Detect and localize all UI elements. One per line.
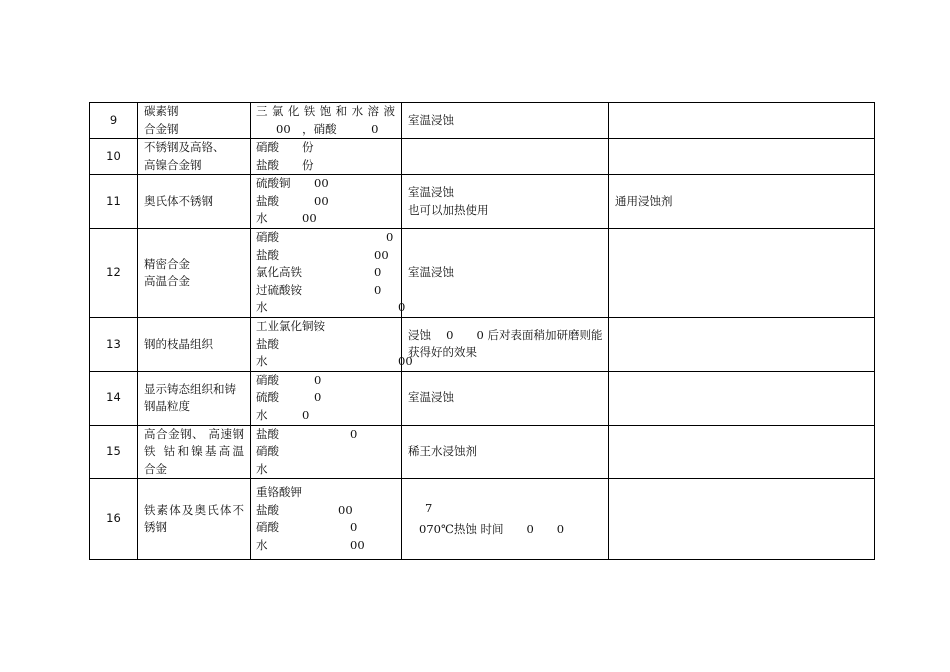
reagent-name: 硝酸 — [256, 372, 279, 387]
table-row — [90, 175, 875, 229]
reagent-amount: 0 — [398, 300, 406, 315]
condition-line: 室温浸蚀 — [408, 390, 454, 405]
condition-line: 稀王水浸蚀剂 — [408, 444, 477, 458]
reagent-name: 重铬酸钾 — [256, 485, 302, 499]
reagent-name: 水 — [256, 300, 268, 315]
condition-cell — [402, 425, 609, 479]
reagent-line — [256, 229, 401, 247]
reagent-amount: 0 — [374, 265, 382, 280]
table-row — [90, 479, 875, 560]
row-number: 15 — [90, 425, 138, 479]
material-line: 精密合金 — [144, 256, 190, 271]
reagent-cell — [251, 103, 402, 139]
reagent-line — [256, 210, 401, 228]
remark-cell — [609, 139, 875, 175]
condition-cell — [402, 139, 609, 175]
material-cell — [138, 371, 251, 425]
reagent-cell — [251, 229, 406, 318]
remark-cell — [609, 229, 875, 318]
remark-cell: 通用浸蚀剂 — [609, 175, 875, 229]
reagent-line — [256, 443, 401, 461]
reagent-amount: 0 — [314, 390, 322, 405]
table-row — [90, 425, 875, 479]
reagent-name: 盐酸 — [256, 426, 279, 441]
condition-cell — [402, 371, 609, 425]
reagent-line — [256, 299, 406, 317]
reagent-name: 过硫酸铵 — [256, 282, 302, 297]
reagent-name: 水 — [256, 354, 268, 368]
reagent-amount: 00 — [374, 247, 389, 262]
reagent-name: 硫酸 — [256, 390, 279, 405]
reagent-amount: 0 — [374, 282, 382, 297]
material-line: 高镍合金钢 — [144, 157, 202, 172]
reagent-amount: 0 — [350, 426, 358, 441]
reagent-amount: 00 — [302, 211, 317, 226]
reagent-name: 水 — [256, 211, 268, 226]
reagent-line — [256, 336, 401, 354]
condition-line: 浸蚀 0 0 后对表面稍加研磨则能 — [408, 327, 603, 342]
row-number: 11 — [90, 175, 138, 229]
reagent-name: 水 — [256, 407, 268, 422]
reagent-line — [256, 519, 401, 537]
material-line: 显示铸态组织和铸 — [144, 381, 236, 396]
reagent-cell — [251, 479, 402, 560]
row-number: 14 — [90, 371, 138, 425]
condition-line: 获得好的效果 — [408, 345, 477, 360]
reagent-cell — [251, 425, 402, 479]
material-cell — [138, 175, 251, 229]
reagent-name: 硝酸 — [256, 520, 279, 534]
reagent-name: 硝酸 — [256, 140, 279, 154]
condition-cell — [402, 229, 609, 318]
reagent-amount: 份 — [302, 157, 314, 172]
table-row — [90, 103, 875, 139]
reagent-line — [256, 407, 401, 425]
reagent-amount: 0 — [386, 230, 394, 245]
condition-line: 室温浸蚀 — [408, 112, 454, 127]
reagent-line — [256, 372, 401, 390]
reagent-amount: 00 — [314, 193, 329, 208]
table-row — [90, 139, 875, 175]
material-line: 钢晶粒度 — [144, 399, 190, 413]
reagent-line — [256, 426, 401, 444]
material-line: 合金钢 — [144, 121, 179, 136]
condition-cell — [402, 175, 609, 229]
reagent-cell — [251, 175, 402, 229]
table-row — [90, 229, 875, 318]
reagent-name: 氯化高铁 — [256, 265, 302, 280]
material-cell — [138, 425, 251, 479]
reagent-line — [256, 461, 401, 479]
reagent-line — [256, 175, 401, 193]
reagent-line — [256, 193, 401, 211]
reagent-name: 工业氯化铜铵 — [256, 319, 325, 333]
material-line: 铁 钴和镍基高温 — [144, 444, 244, 458]
remark-cell — [609, 318, 875, 372]
reagent-name: 水 — [256, 461, 268, 476]
reagent-amount: 份 — [302, 140, 314, 154]
reagent-line — [256, 247, 401, 265]
material-line: 碳素钢 — [144, 104, 179, 118]
table-row — [90, 371, 875, 425]
reagent-line: 三 氯 化 铁 饱 和 水 溶 液 — [256, 104, 395, 118]
reagent-line — [256, 537, 401, 555]
row-number: 13 — [90, 318, 138, 372]
material-line: 钢的枝晶组织 — [144, 336, 213, 351]
reagent-amount: 0 — [302, 407, 310, 422]
row-number: 9 — [90, 103, 138, 139]
reagent-name: 盐酸 — [256, 336, 279, 351]
etchant-table — [89, 102, 875, 560]
row-number: 10 — [90, 139, 138, 175]
reagent-amount: 0 — [350, 520, 358, 534]
reagent-cell — [251, 318, 413, 372]
condition-cell — [402, 479, 609, 560]
reagent-amount: 00 — [314, 176, 329, 191]
reagent-amount: 0 — [314, 372, 322, 387]
material-cell — [138, 318, 251, 372]
material-line: 高温合金 — [144, 274, 190, 288]
reagent-name: 盐酸 — [256, 157, 279, 172]
reagent-line — [256, 139, 401, 157]
reagent-line — [256, 389, 401, 407]
condition-cell — [402, 103, 609, 139]
reagent-name: 盐酸 — [256, 247, 279, 262]
reagent-name: 盐酸 — [256, 193, 279, 208]
reagent-line — [256, 484, 401, 502]
reagent-name: 水 — [256, 537, 268, 552]
reagent-amount: 00 — [398, 354, 413, 368]
remark-cell — [609, 371, 875, 425]
condition-line: 7 — [425, 500, 433, 515]
condition-line: 也可以加热使用 — [408, 202, 489, 217]
material-line: 合金 — [144, 461, 167, 476]
material-line: 不锈钢及高铬、 — [144, 140, 225, 154]
reagent-line — [256, 318, 401, 336]
reagent-line — [256, 502, 401, 520]
condition-line: 室温浸蚀 — [408, 265, 454, 280]
reagent-name: 硝酸 — [256, 444, 279, 458]
material-line: 奥氏体不锈钢 — [144, 193, 213, 208]
material-cell — [138, 139, 251, 175]
row-number: 12 — [90, 229, 138, 318]
reagent-line — [256, 282, 401, 300]
material-cell — [138, 103, 251, 139]
condition-cell — [402, 318, 609, 372]
reagent-name: 盐酸 — [256, 502, 279, 517]
reagent-line — [256, 264, 401, 282]
row-number: 16 — [90, 479, 138, 560]
reagent-cell — [251, 139, 402, 175]
reagent-name: 硫酸铜 — [256, 176, 291, 191]
table-row — [90, 318, 875, 372]
material-line: 锈钢 — [144, 520, 167, 534]
reagent-name: 硝酸 — [256, 230, 279, 245]
condition-line: 室温浸蚀 — [408, 185, 454, 199]
reagent-amount: 00 — [338, 502, 353, 517]
material-cell — [138, 479, 251, 560]
condition-line: 070℃热蚀 时间 0 0 — [419, 522, 565, 536]
reagent-line — [256, 157, 401, 175]
material-cell — [138, 229, 251, 318]
reagent-line — [256, 353, 413, 371]
reagent-cell — [251, 371, 402, 425]
remark-cell — [609, 425, 875, 479]
material-line: 铁素体及奥氏体不 — [144, 502, 244, 517]
reagent-amount: 00 — [350, 537, 365, 552]
reagent-line: 00 ，硝酸 0 — [276, 121, 379, 136]
remark-cell — [609, 103, 875, 139]
remark-cell — [609, 479, 875, 560]
material-line: 高合金钢、 高速钢 — [144, 426, 244, 441]
